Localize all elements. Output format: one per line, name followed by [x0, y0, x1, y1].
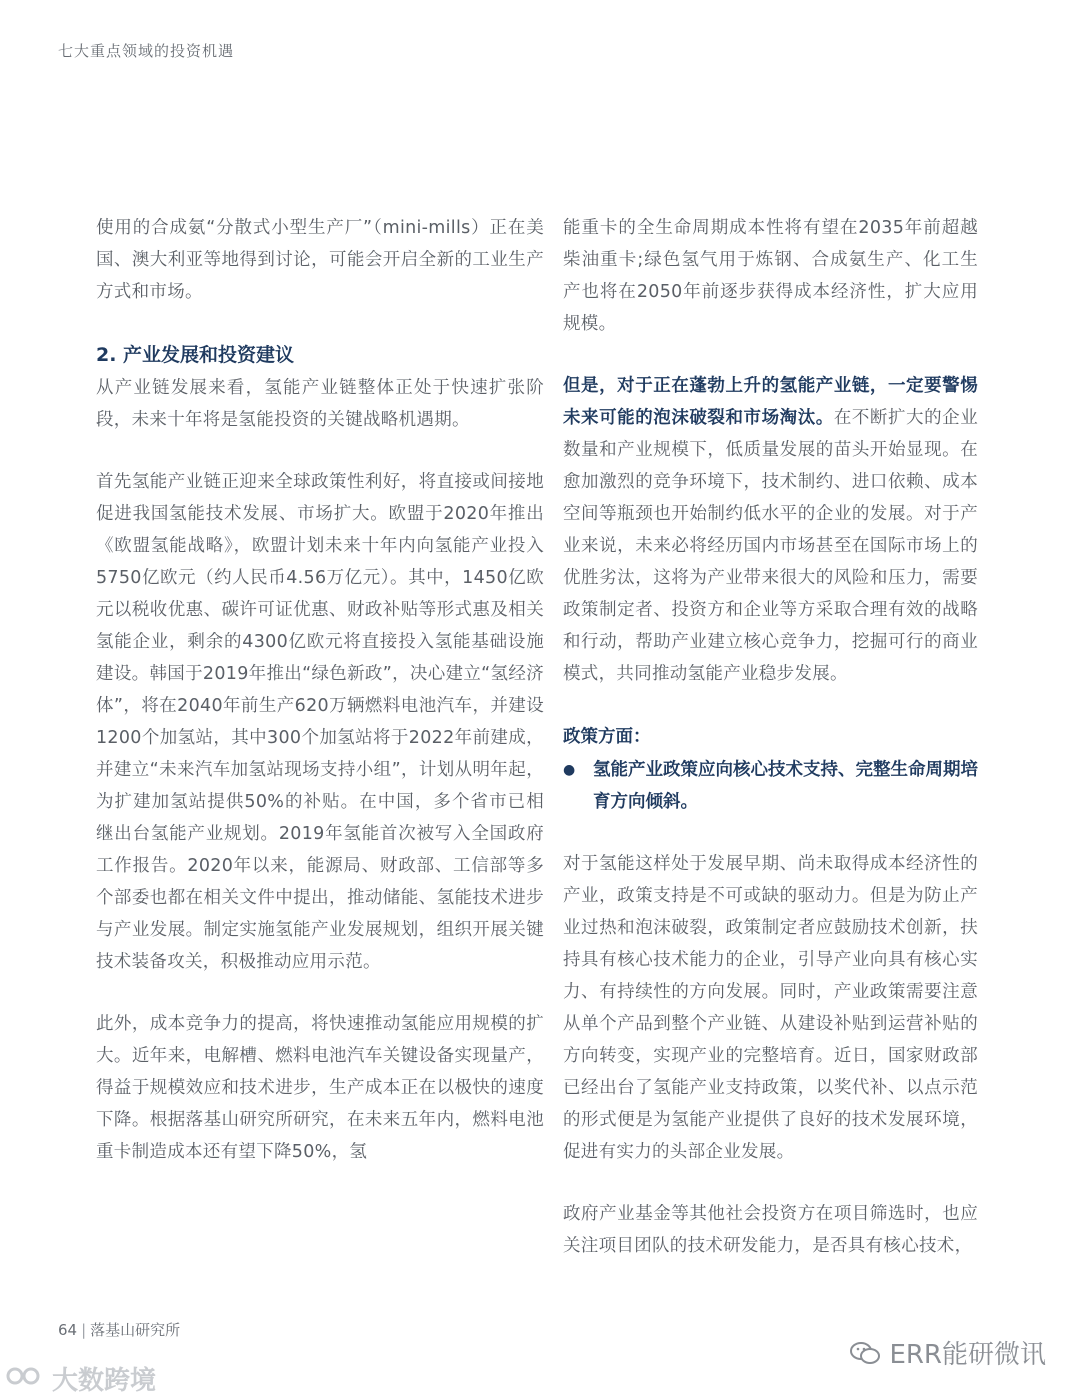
wechat-icon [849, 1341, 881, 1365]
footer-separator: | [81, 1321, 87, 1339]
bullet-item [563, 754, 978, 818]
page-number: 64 [58, 1321, 78, 1339]
paragraph: 此外，成本竞争力的提高，将快速推动氢能应用规模的扩大。近年来，电解槽、燃料电池汽车关键设备实现量产，得益于规模效应和技术进步，生产成本正在以极快的速度下降。根据落基山研究所研究，在未来五年内，燃料电池重卡制造成本还有望下降50%，氢 [96, 1014, 544, 1162]
watermark-left [6, 1360, 156, 1397]
bullet-icon: ● [563, 762, 576, 778]
paragraph: 从产业链发展来看，氢能产业链整体正处于快速扩张阶段，未来十年将是氢能投资的关键战略机遇期。 [96, 378, 544, 430]
right-column [563, 212, 978, 1262]
paragraph: 对于氢能这样处于发展早期、尚未取得成本经济性的产业，政策支持是不可或缺的驱动力。但是为防止产业过热和泡沫破裂，政策制定者应鼓励技术创新，扶持具有核心技术能力的企业，引导产业向具有核心实力、有持续性的方向发展。同时，产业政策需要注意从单个产品到整个产业链、从建设补贴到运营补贴的方向转变，实现产业的完整培育。近日，国家财政部已经出台了氢能产业支持政策，以奖代补、以点示范的形式便是为氢能产业提供了良好的技术发展环境，促进有实力的头部企业发展。 [563, 854, 978, 1162]
paragraph-text: 在不断扩大的企业数量和产业规模下，低质量发展的苗头开始显现。在愈加激烈的竞争环境下，技术制约、进口依赖、成本空间等瓶颈也开始制约低水平的企业的发展。对于产业来说，未来必将经历国内市场甚至在国际市场上的优胜劣汰，这将为产业带来很大的风险和压力，需要政策制定者、投资方和企业等方采取合理有效的战略和行动，帮助产业建立核心竞争力，挖掘可行的商业模式，共同推动氢能产业稳步发展。 [563, 408, 979, 684]
emphasis-text: 但是，对于正在蓬勃上升的氢能产业链，一定要警惕未来可能的泡沫破裂和市场淘汰。 [563, 376, 978, 428]
bullet-text: 氢能产业政策应向核心技术支持、完整生命周期培育方向倾斜。 [593, 760, 978, 812]
watermark-logo-icon [6, 1364, 46, 1394]
watermark-wechat [849, 1334, 1046, 1371]
page-footer [58, 1319, 180, 1340]
section-heading: 2. 产业发展和投资建议 [96, 344, 295, 366]
paragraph: 政府产业基金等其他社会投资方在项目筛选时，也应关注项目团队的技术研发能力，是否具有核心技术， [563, 1204, 978, 1256]
watermark-right-text: ERR能研微讯 [889, 1340, 1046, 1370]
paragraph: 使用的合成氨“分散式小型生产厂”（mini-mills）正在美国、澳大利亚等地得到讨论，可能会开启全新的工业生产方式和市场。 [96, 218, 544, 302]
left-column [96, 212, 544, 1168]
watermark-left-text: 大数跨境 [52, 1366, 157, 1396]
publisher-name: 落基山研究所 [90, 1321, 181, 1339]
running-header-title: 七大重点领域的投资机遇 [58, 42, 235, 60]
paragraph-with-emphasis [563, 370, 978, 690]
paragraph: 能重卡的全生命周期成本性将有望在2035年前超越柴油重卡;绿色氢气用于炼钢、合成氨生产、化工生产也将在2050年前逐步获得成本经济性，扩大应用规模。 [563, 218, 978, 334]
policy-heading: 政策方面： [563, 727, 651, 747]
paragraph: 首先氢能产业链正迎来全球政策性利好，将直接或间接地促进我国氢能技术发展、市场扩大。欧盟于2020年推出《欧盟氢能战略》，欧盟计划未来十年内向氢能产业投入5750亿欧元（约人民币4.56万亿元）。其中，1450亿欧元以税收优惠、碳许可证优惠、财政补贴等形式惠及相关氢能企业，剩余的4300亿欧元将直接投入氢能基础设施建设。韩国于2019年推出“绿色新政”，决心建立“氢经济体”，将在2040年前生产620万辆燃料电池汽车，并建设1200个加氢站，其中300个加氢站将于2022年前建成，并建立“未来汽车加氢站现场支持小组”，计划从明年起，为扩建加氢站提供50%的补贴。在中国，多个省市已相继出台氢能产业规划。2019年氢能首次被写入全国政府工作报告。2020年以来，能源局、财政部、工信部等多个部委也都在相关文件中提出，推动储能、氢能技术进步与产业发展。制定实施氢能产业发展规划，组织开展关键技术装备攻关，积极推动应用示范。 [96, 472, 544, 972]
